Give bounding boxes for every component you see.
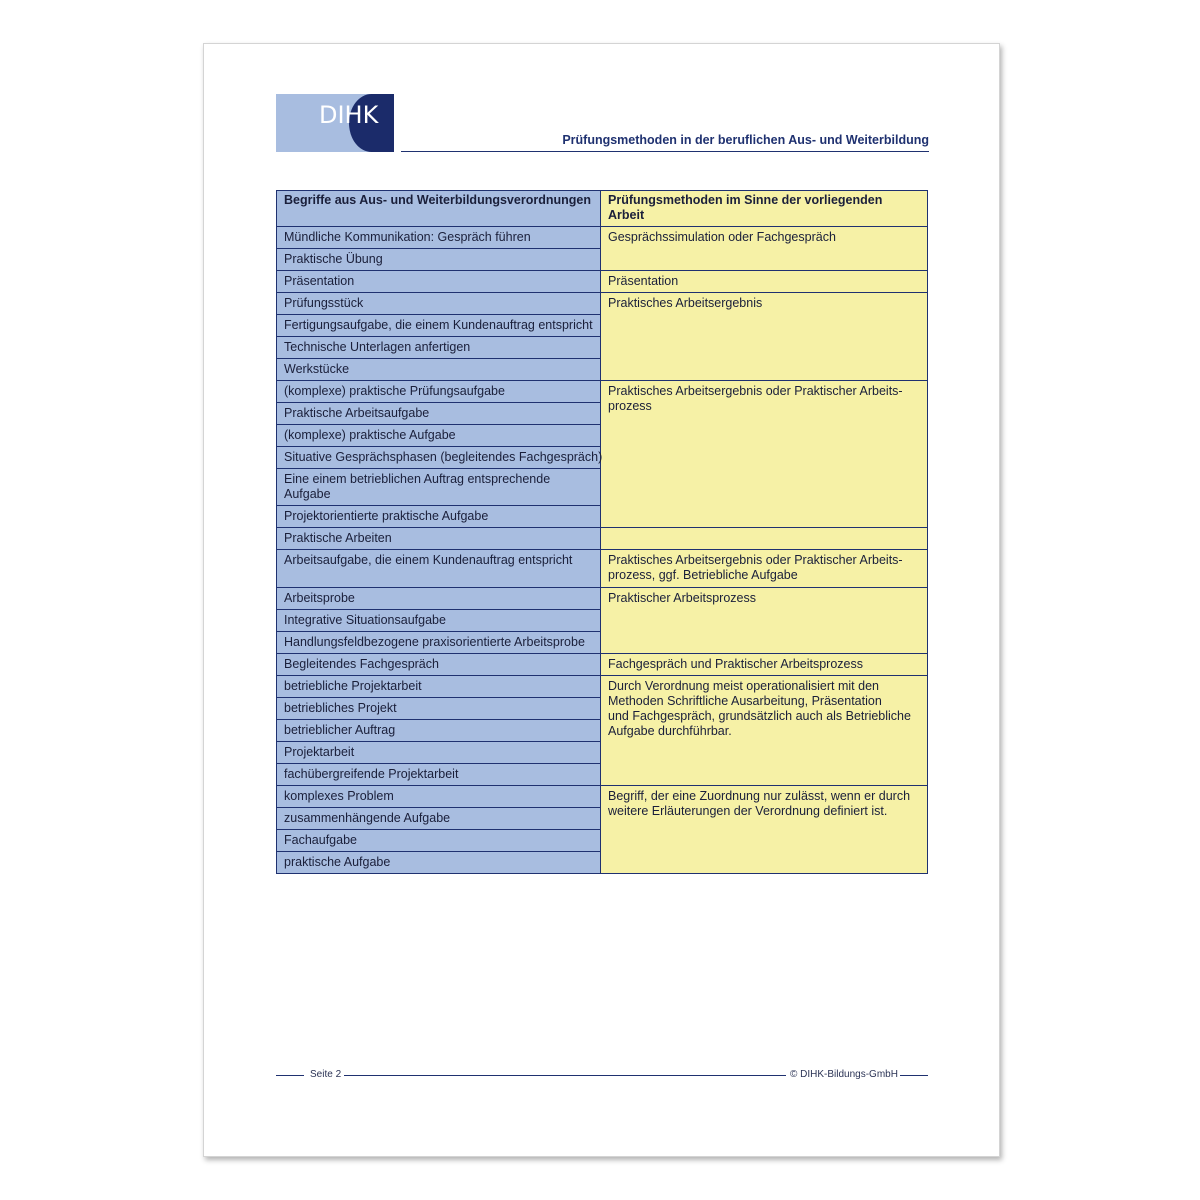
left-cell: (komplexe) praktische Prüfungsaufgabe <box>277 381 601 403</box>
footer-rule-left <box>276 1075 304 1076</box>
right-cell: Fachgespräch und Praktischer Arbeitsprozess <box>601 654 928 676</box>
table-row <box>277 588 928 610</box>
table-row <box>277 271 928 293</box>
right-cell: Praktisches Arbeitsergebnis <box>601 293 928 381</box>
table-row <box>277 676 928 698</box>
left-cell: Präsentation <box>277 271 601 293</box>
left-cell: Integrative Situationsaufgabe <box>277 610 601 632</box>
mapping-table <box>276 190 928 874</box>
right-cell: Präsentation <box>601 271 928 293</box>
left-cell: Projektarbeit <box>277 742 601 764</box>
left-cell: Fertigungsaufgabe, die einem Kundenauftrag entspricht <box>277 315 601 337</box>
page-number: Seite 2 <box>310 1069 342 1080</box>
left-cell: betrieblicher Auftrag <box>277 720 601 742</box>
header-left: Begriffe aus Aus- und Weiterbildungsverordnungen <box>277 191 601 227</box>
left-cell: Projektorientierte praktische Aufgabe <box>277 506 601 528</box>
table-header-row <box>277 191 928 227</box>
left-cell: betriebliche Projektarbeit <box>277 676 601 698</box>
right-cell: Gesprächssimulation oder Fachgespräch <box>601 227 928 271</box>
right-cell: Praktischer Arbeitsprozess <box>601 588 928 654</box>
footer-rule-right <box>900 1075 928 1076</box>
table-row <box>277 381 928 403</box>
document-page <box>203 43 1000 1157</box>
left-cell: zusammenhängende Aufgabe <box>277 808 601 830</box>
right-cell: Durch Verordnung meist operationalisiert mit den Methoden Schriftliche Ausarbeitung, Präsentation und Fachgespräch, grundsätzlich auch als Betriebliche Aufgabe durchführbar. <box>601 676 928 786</box>
left-cell: Begleitendes Fachgespräch <box>277 654 601 676</box>
left-cell: komplexes Problem <box>277 786 601 808</box>
left-cell: Arbeitsaufgabe, die einem Kundenauftrag entspricht <box>277 550 601 588</box>
table-row <box>277 654 928 676</box>
left-cell: fachübergreifende Projektarbeit <box>277 764 601 786</box>
left-cell: betriebliches Projekt <box>277 698 601 720</box>
copyright: © DIHK-Bildungs-GmbH <box>790 1069 898 1080</box>
left-cell: praktische Aufgabe <box>277 852 601 874</box>
left-cell: Handlungsfeldbezogene praxisorientierte Arbeitsprobe <box>277 632 601 654</box>
left-cell: Praktische Arbeitsaufgabe <box>277 403 601 425</box>
left-cell: Werkstücke <box>277 359 601 381</box>
left-cell: Technische Unterlagen anfertigen <box>277 337 601 359</box>
left-cell: Praktische Arbeiten <box>277 528 601 550</box>
left-cell: Prüfungsstück <box>277 293 601 315</box>
left-cell: Praktische Übung <box>277 249 601 271</box>
logo-text: DIHK <box>319 101 379 129</box>
left-cell: Fachaufgabe <box>277 830 601 852</box>
table-row <box>277 528 928 550</box>
left-cell: Situative Gesprächsphasen (begleitendes Fachgespräch) <box>277 447 601 469</box>
header-right: Prüfungsmethoden im Sinne der vorliegenden Arbeit <box>601 191 928 227</box>
header-title: Prüfungsmethoden in der beruflichen Aus- und Weiterbildung <box>562 133 929 147</box>
table-row <box>277 550 928 588</box>
footer-rule-middle <box>344 1075 786 1076</box>
right-cell-empty <box>601 528 928 550</box>
right-cell: Praktisches Arbeitsergebnis oder Praktischer Arbeits- prozess, ggf. Betriebliche Aufgabe <box>601 550 928 588</box>
table-row <box>277 786 928 808</box>
left-cell: Eine einem betrieblichen Auftrag entsprechende Aufgabe <box>277 469 601 506</box>
table-row <box>277 227 928 249</box>
table-row <box>277 293 928 315</box>
dihk-logo <box>276 94 394 152</box>
right-cell: Praktisches Arbeitsergebnis oder Praktischer Arbeits- prozess <box>601 381 928 528</box>
header-rule <box>401 151 929 152</box>
right-cell: Begriff, der eine Zuordnung nur zulässt, wenn er durch weitere Erläuterungen der Verordnung definiert ist. <box>601 786 928 874</box>
left-cell: Arbeitsprobe <box>277 588 601 610</box>
left-cell: (komplexe) praktische Aufgabe <box>277 425 601 447</box>
left-cell: Mündliche Kommunikation: Gespräch führen <box>277 227 601 249</box>
